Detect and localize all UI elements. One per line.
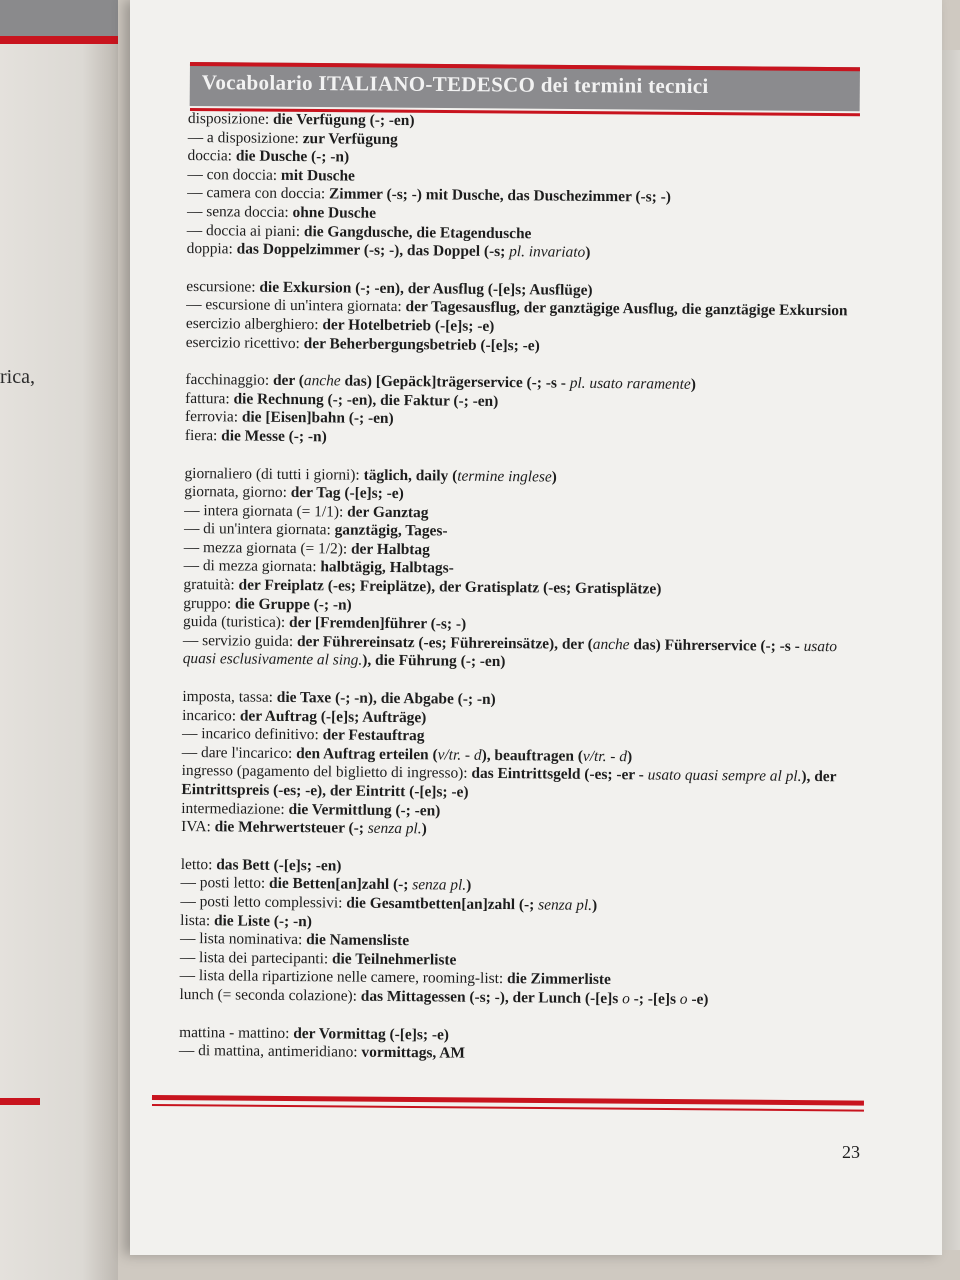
entry-translation-cont: ) (690, 375, 696, 394)
entry-term: doccia: (187, 147, 236, 165)
entry-translation: das Bett (-[e]s; -en) (216, 856, 342, 875)
entry-term: esercizio ricettivo: (185, 333, 304, 352)
entry-grammar-note: o (679, 990, 688, 1008)
entry-translation: die Exkursion (-; -en), der Ausflug (-[e]s; Ausflüge) (259, 278, 593, 299)
entry-grammar-note: senza pl. (367, 819, 422, 838)
entry-translation: die Vermittlung (-; -en) (288, 800, 441, 820)
entry-grammar-note: v/tr. - d (582, 747, 628, 766)
entry-term: gratuità: (183, 576, 239, 594)
entry-term: — lista nominativa: (179, 930, 307, 949)
entry-translation-cont: ) (551, 468, 557, 486)
entry-translation-cont: das) Führerservice (-; -s - (629, 636, 804, 655)
entry-term: giornaliero (di tutti i giorni): (184, 464, 364, 484)
entry-term: — di mattina, antimeridiano: (178, 1042, 362, 1061)
page-edge (942, 50, 960, 1250)
entry-term: — servizio guida: (182, 631, 298, 650)
entry-term: guida (turistica): (183, 613, 290, 632)
title-bar (190, 62, 860, 111)
entry-translation: die Messe (-; -n) (221, 427, 327, 446)
left-page-text-fragment: rica, (0, 366, 35, 388)
left-page-red-rule (0, 1098, 40, 1105)
entry-term: giornata, giorno: (184, 483, 291, 502)
entry-translation: die Verfügung (-; -en) (272, 110, 415, 130)
entry-translation: halbtägig, Halbtags- (320, 558, 454, 578)
entry-term: lunch (= seconda colazione): (179, 985, 361, 1005)
entry-term: — lista della ripartizione nelle camere, rooming-list: (179, 967, 508, 988)
entry-translation: der Führereinsatz (-es; Führereinsätze), der ( (296, 632, 593, 653)
entry-translation-cont: ), die Führung (-; -en) (362, 652, 506, 671)
entry-grammar-note: v/tr. - d (437, 746, 482, 764)
entry-translation: die Teilnehmerliste (331, 950, 457, 969)
entry-translation: der Tag (-[e]s; -e) (290, 484, 404, 503)
entry-translation: die Rechnung (-; -en), die Faktur (-; -en) (233, 390, 499, 410)
entry-translation-cont: ) (591, 896, 598, 914)
vocabulary-entry (183, 632, 873, 676)
entry-translation: der [Fremden]führer (-s; -) (289, 614, 467, 633)
entry-translation: das Doppelzimmer (-s; -), das Doppel (-s; (236, 240, 510, 261)
entry-translation: täglich, daily ( (363, 466, 458, 485)
entry-term: — dare l'incarico: (181, 743, 297, 762)
entry-term: gruppo: (183, 594, 236, 613)
entry-term: doppia: (186, 240, 237, 258)
entry-term: — di un'intera giornata: (183, 520, 335, 539)
entry-translation: der Tagesausflug, der ganztägige Ausflug, die ganztägige Exkursion (405, 298, 848, 320)
entry-translation-cont: das) [Gepäck]trägerservice (-; -s - (340, 372, 570, 392)
vocabulary-section (185, 371, 876, 452)
entry-grammar-note: pl. usato raramente (569, 374, 691, 393)
entry-translation: die Zimmerliste (506, 970, 611, 989)
entry-translation: den Auftrag erteilen ( (296, 744, 438, 764)
entry-term: — escursione di un'intera giornata: (186, 296, 406, 316)
entry-grammar-note: anche (592, 635, 630, 654)
entry-translation: der Auftrag (-[e]s; Aufträge) (239, 707, 427, 726)
entry-translation: das Mittagessen (-s; -), der Lunch (-[e]s (360, 987, 623, 1008)
entry-term: fiera: (184, 426, 222, 445)
entry-translation: zur Verfügung (302, 129, 398, 148)
entry-grammar-note: senza pl. (538, 896, 593, 914)
entry-term: imposta, tassa: (182, 688, 277, 706)
entry-translation-cont: ) (421, 820, 427, 838)
entry-grammar-note: senza pl. (412, 876, 467, 895)
entry-term: fattura: (185, 389, 234, 408)
entry-term: — posti letto: (180, 874, 270, 893)
entry-term: — lista dei partecipanti: (179, 948, 333, 968)
entry-translation-cont: ) (626, 748, 633, 766)
entry-translation: der Hotelbetrieb (-[e]s; -e) (322, 316, 495, 335)
entry-term: — a disposizione: (187, 128, 303, 147)
entry-term: — intera giornata (= 1/1): (184, 501, 348, 521)
entry-term: — incarico definitivo: (181, 725, 323, 744)
entry-term: — con doccia: (187, 165, 282, 184)
entry-term: ingresso (pagamento del biglietto di ingresso): (181, 762, 472, 783)
entry-term: intermediazione: (181, 799, 289, 818)
entry-translation: der Vormittag (-[e]s; -e) (293, 1024, 450, 1044)
vocabulary-section (186, 278, 877, 359)
entry-translation: die Mehrwertsteuer (-; (214, 818, 368, 837)
entry-translation: die Liste (-; -n) (213, 911, 312, 930)
vocabulary-section (179, 856, 870, 1011)
page-title: Vocabolario ITALIANO-TEDESCO dei termini tecnici (201, 70, 709, 99)
entry-term: — camera con doccia: (187, 184, 330, 203)
entry-grammar-note: usato quasi sempre al pl. (647, 766, 802, 786)
entry-term: — doccia ai piani: (186, 221, 305, 240)
entry-translation: der Beherbergungsbetrieb (-[e]s; -e) (303, 334, 540, 354)
entry-translation: die Betten[an]zahl (-; (268, 875, 413, 894)
entry-translation-cont: ) (466, 877, 472, 895)
left-page-red-band (0, 36, 118, 44)
entry-translation: der ( (272, 371, 305, 390)
entry-term: — di mezza giornata: (183, 557, 321, 576)
entry-term: — mezza giornata (= 1/2): (183, 538, 352, 558)
entry-term: escursione: (186, 277, 260, 296)
entry-term: letto: (180, 855, 217, 874)
entry-term: lista: (180, 911, 215, 929)
entry-translation: die [Eisen]bahn (-; -en) (241, 408, 394, 428)
entry-term: disposizione: (187, 110, 274, 128)
section-header (190, 62, 860, 111)
entry-grammar-note: termine inglese (457, 467, 552, 486)
entry-grammar-note: anche (303, 372, 341, 390)
entry-translation-cont: ), der Eintrittspreis (-es; -e), der Eintritt (-[e]s; -e) (181, 768, 837, 801)
entry-translation: die Namensliste (306, 931, 410, 950)
entry-term: ferrovia: (184, 408, 242, 426)
entry-grammar-note: o (622, 990, 630, 1008)
entry-term: — senza doccia: (186, 202, 293, 221)
left-page (0, 0, 118, 1280)
entry-translation-cont: ), beauftragen ( (481, 746, 584, 765)
entry-translation: der Freiplatz (-es; Freiplätze), der Gratisplatz (-es; Gratisplätze) (238, 576, 662, 598)
entry-translation: die Gangdusche, die Etagendusche (303, 222, 532, 242)
vocabulary-list (179, 110, 878, 1067)
vocabulary-section (181, 688, 872, 843)
entry-translation: mit Dusche (280, 166, 356, 185)
left-page-gray-band (0, 0, 118, 36)
page-number: 23 (842, 1142, 860, 1162)
entry-translation: ganztägig, Tages- (334, 521, 448, 540)
entry-translation-cont: -e) (687, 990, 709, 1008)
entry-grammar-note: pl. invariato (509, 243, 586, 261)
vocabulary-section (187, 110, 878, 265)
entry-translation: ohne Dusche (292, 203, 377, 222)
entry-translation: Zimmer (-s; -) mit Dusche, das Duschezimmer (-s; -) (328, 185, 671, 207)
entry-term: incarico: (182, 706, 240, 725)
entry-term: facchinaggio: (185, 371, 274, 389)
entry-translation: die Dusche (-; -n) (235, 147, 350, 166)
entry-translation: der Festauftrag (322, 726, 425, 745)
entry-translation: die Gesamtbetten[an]zahl (-; (346, 894, 539, 914)
entry-translation: der Ganztag (347, 503, 429, 522)
entry-term: esercizio alberghiero: (185, 314, 323, 334)
entry-translation-cont: ) (585, 243, 591, 262)
entry-translation: vormittags, AM (361, 1043, 465, 1062)
entry-translation: die Taxe (-; -n), die Abgabe (-; -n) (276, 688, 496, 709)
entry-translation-cont: -; -[e]s (629, 990, 680, 1008)
entry-grammar-note: usato quasi esclusivamente al sing. (182, 637, 838, 670)
entry-term: IVA: (181, 818, 215, 836)
vocabulary-section (183, 464, 875, 675)
entry-translation: der Halbtag (350, 540, 430, 559)
vocabulary-section (179, 1023, 869, 1067)
entry-translation: das Eintrittsgeld (-es; -er - (471, 765, 648, 784)
entry-translation: die Gruppe (-; -n) (234, 595, 352, 614)
entry-term: mattina - mattino: (179, 1023, 294, 1042)
entry-term: — posti letto complessivi: (180, 892, 347, 912)
